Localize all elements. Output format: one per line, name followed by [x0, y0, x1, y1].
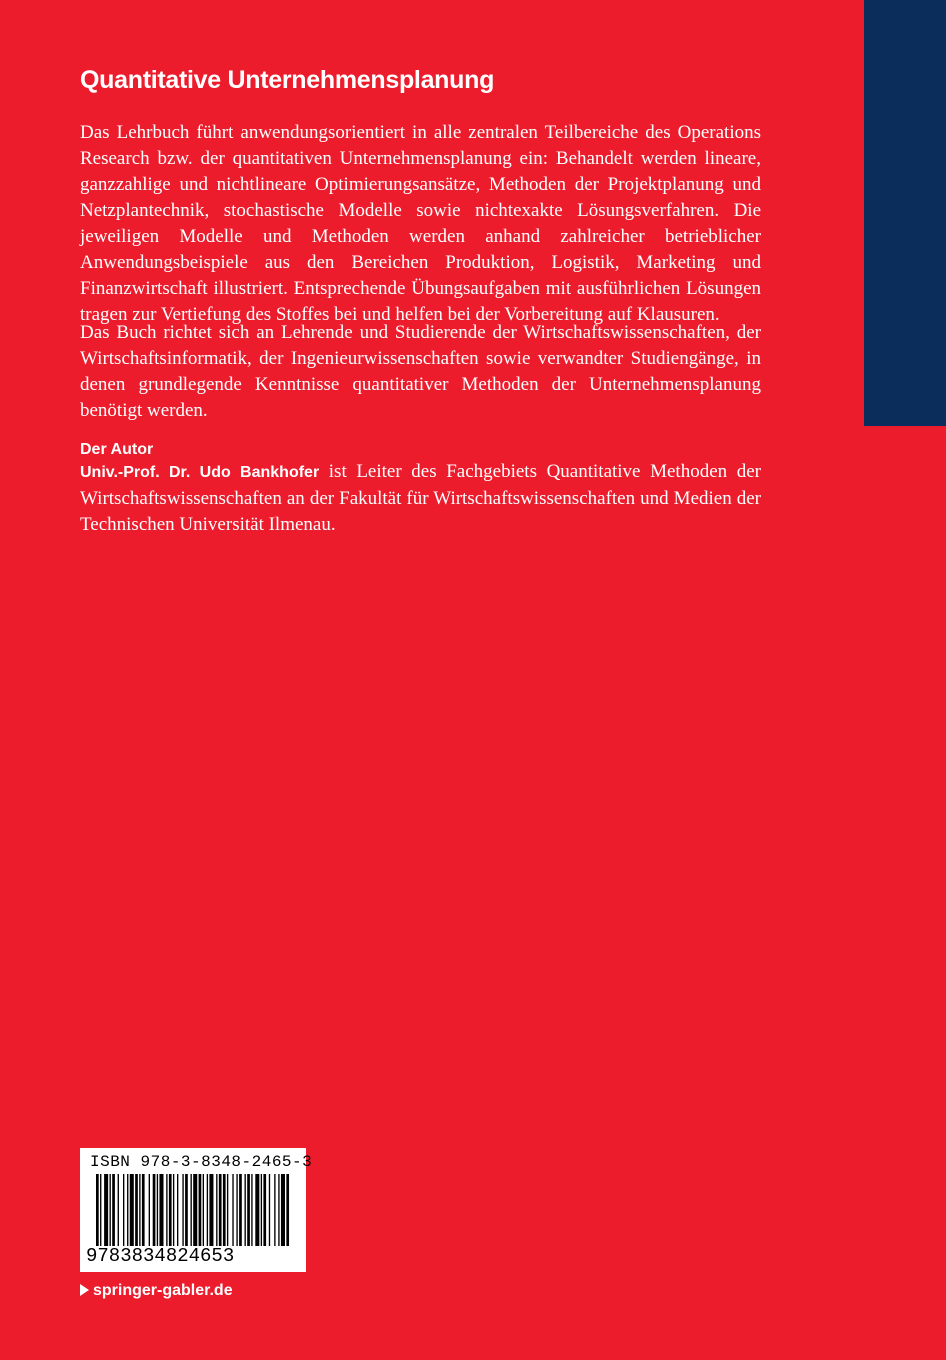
barcode-bar	[199, 1174, 202, 1246]
barcode-bar	[193, 1174, 197, 1246]
barcode-bar	[286, 1174, 289, 1246]
description-text-2: Das Buch richtet sich an Lehrende und Studierende der Wirtschaftswissenschaften, der Wirtschaftsinformatik, der Ingenieurwissenschaften sowie verwandter Studiengänge, in denen grundlegende Kenntnisse quantitativer Methoden der Unternehmensplanung benötigt werden.	[80, 322, 761, 421]
barcode-bar	[149, 1174, 150, 1246]
barcode-bar	[166, 1174, 167, 1246]
blue-accent-tab	[864, 0, 946, 426]
barcode-bar	[96, 1174, 99, 1246]
barcode-bar	[173, 1174, 174, 1246]
barcode-bar	[274, 1174, 275, 1246]
barcode-bar	[118, 1174, 119, 1246]
barcode-bar	[123, 1174, 124, 1246]
barcode-bar	[227, 1174, 228, 1246]
barcode-bar	[281, 1174, 285, 1246]
barcode-box	[80, 1148, 313, 1272]
barcode-bar	[185, 1174, 188, 1246]
isbn-label: ISBN 978-3-8348-2465-3	[90, 1153, 313, 1171]
publisher-link[interactable]	[80, 1280, 233, 1302]
barcode-bar	[112, 1174, 115, 1246]
barcode-bar	[247, 1174, 250, 1246]
description-text-1: Das Lehrbuch führt anwendungsorientiert in alle zentralen Teilbereiche des Operations Research bzw. der quantitativen Unternehmensplanung ein: Behandelt werden lineare, ganzzahlige und nichtlineare Optimierungsansätze, Methoden der Projektplanung und Netzplantechnik, stochastische Modelle sowie nichtexakte Lösungsverfahren. Die jeweiligen Modelle und Methoden werden anhand zahlreicher betrieblicher Anwendungsbeispiele aus den Bereichen Produktion, Logistik, Marketing und Finanzwirtschaft illustriert. Entsprechende Übungsaufgaben mit ausführlichen Lösungen tragen zur Vertiefung des Stoffes bei und helfen bei der Vorbereitung auf Klausuren.	[80, 122, 761, 325]
barcode-bar	[191, 1174, 192, 1246]
barcode-bars	[96, 1174, 290, 1246]
barcode-bar	[261, 1174, 262, 1246]
barcode-bar	[239, 1174, 242, 1246]
barcode-bar	[169, 1174, 172, 1246]
barcode-bar	[236, 1174, 237, 1246]
barcode-bar	[135, 1174, 138, 1246]
arrow-right-icon	[80, 1284, 89, 1296]
barcode-bar	[104, 1174, 108, 1246]
barcode-bar	[139, 1174, 140, 1246]
barcode-bar	[255, 1174, 259, 1246]
barcode-bar	[278, 1174, 279, 1246]
barcode-bar	[251, 1174, 252, 1246]
author-bio-text: ist Leiter des Fachgebiets Quantitative Methoden der Wirtschaftswissenschaften an der Fakultät für Wirtschaftswissenschaften und Medien der Technischen Universität Ilmenau.	[80, 461, 761, 535]
barcode-bar	[130, 1174, 134, 1246]
description-paragraph-1	[80, 120, 761, 328]
barcode-bar	[203, 1174, 204, 1246]
barcode-bar	[263, 1174, 266, 1246]
barcode-bar	[127, 1174, 128, 1246]
barcode-bar	[232, 1174, 233, 1246]
barcode-bar	[100, 1174, 101, 1246]
barcode-digits: 9783834824653	[86, 1245, 235, 1267]
barcode-bar	[245, 1174, 246, 1246]
barcode-bar	[207, 1174, 208, 1246]
barcode-bar	[110, 1174, 111, 1246]
publisher-url: springer-gabler.de	[93, 1282, 233, 1299]
author-heading: Der Autor	[80, 441, 154, 458]
barcode-bar	[209, 1174, 213, 1246]
barcode-bar	[159, 1174, 163, 1246]
barcode-bar	[219, 1174, 222, 1246]
book-title: Quantitative Unternehmensplanung	[80, 66, 495, 94]
barcode-bar	[157, 1174, 158, 1246]
barcode-bar	[142, 1174, 145, 1246]
barcode-bar	[269, 1174, 270, 1246]
barcode-bar	[216, 1174, 217, 1246]
barcode-bar	[223, 1174, 226, 1246]
barcode-bar	[153, 1174, 156, 1246]
description-paragraph-2	[80, 320, 761, 424]
author-bio	[80, 459, 761, 538]
author-name: Univ.-Prof. Dr. Udo Bankhofer	[80, 464, 320, 481]
barcode-bar	[182, 1174, 183, 1246]
barcode-bar	[177, 1174, 178, 1246]
